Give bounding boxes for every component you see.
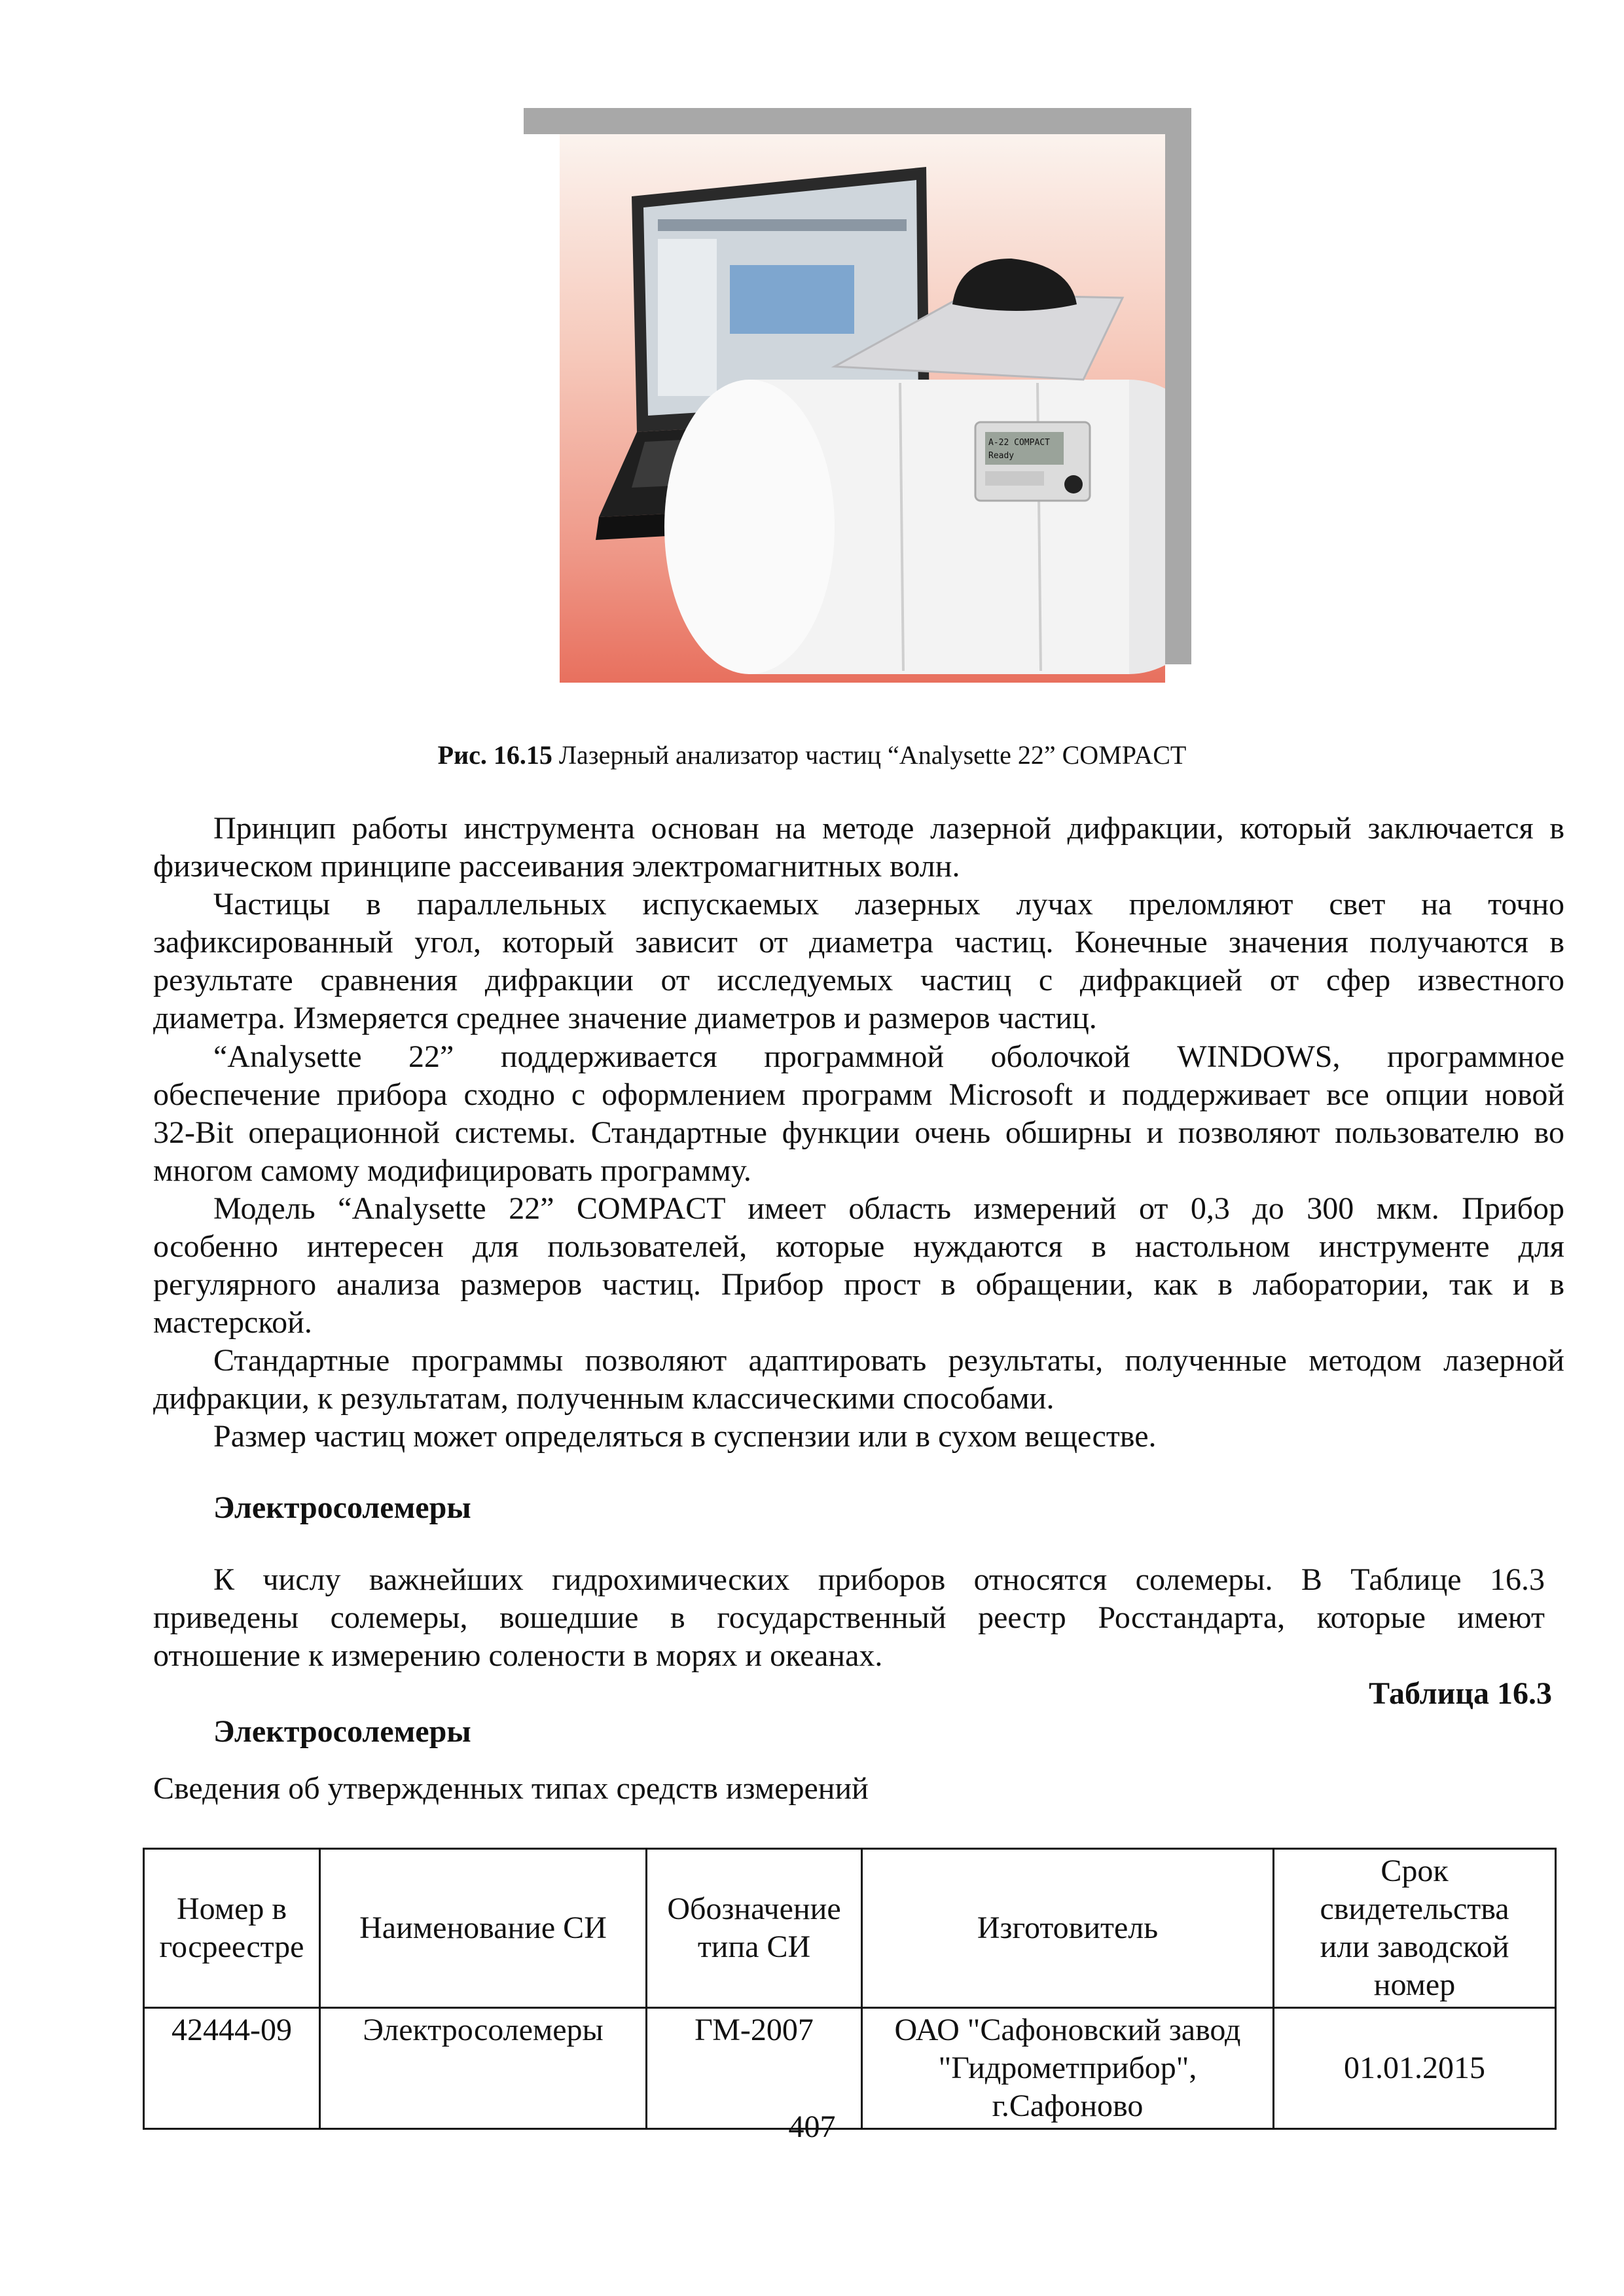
text-line: “Analysette 22” поддерживается программной оболочкой WINDOWS, программное: [213, 1039, 1564, 1074]
analyzer-photo: [560, 134, 1165, 683]
table-label: Таблица 16.3: [1369, 1676, 1552, 1711]
text-line: мастерской.: [153, 1305, 312, 1340]
text-line: Принцип работы инструмента основан на методе лазерной дифракции, который заключается в: [213, 811, 1564, 846]
cell-number: 42444-09: [144, 2008, 320, 2129]
text-line: 32-Bit операционной системы. Стандартные функции очень обширны и позволяют пользователю во: [153, 1115, 1564, 1150]
text-line: Частицы в параллельных испускаемых лазерных лучах преломляют свет на точно: [213, 887, 1564, 922]
text-line: Модель “Analysette 22” COMPACT имеет область измерений от 0,3 до 300 мкм. Прибор: [213, 1191, 1564, 1226]
text-line: многом самому модифицировать программу.: [153, 1153, 751, 1188]
text-line: физическом принципе рассеивания электромагнитных волн.: [153, 849, 960, 884]
section-heading: Электросолемеры: [213, 1490, 471, 1525]
text-line: особенно интересен для пользователей, которые нуждаются в настольном инструменте для: [153, 1229, 1564, 1264]
figure-caption-label: Рис. 16.15: [437, 740, 552, 770]
registry-table: [143, 1848, 1557, 2130]
paragraph-2: [153, 886, 1564, 1037]
paragraph-4: [153, 1190, 1564, 1342]
figure-frame-top: [524, 108, 1191, 134]
text-line: результате сравнения дифракции от исследуемых частиц с дифракцией от сфер известного: [153, 963, 1564, 997]
paragraph-7: [153, 1561, 1545, 1675]
header-cell-name: Наименование СИ: [320, 1849, 647, 2008]
cell-maker: ОАО "Сафоновский завод "Гидрометприбор", г.Сафоново: [862, 2008, 1274, 2129]
text-line: приведены солемеры, вошедшие в государственный реестр Росстандарта, которые имеют: [153, 1600, 1545, 1635]
text-line: зафиксированный угол, который зависит от диаметра частиц. Конечные значения получаются в: [153, 925, 1564, 960]
text-line: Размер частиц может определяться в суспензии или в сухом веществе.: [213, 1419, 1157, 1454]
device-display-line1: A-22 COMPACT: [988, 438, 1050, 448]
paragraph-1: [153, 810, 1564, 886]
cell-term: 01.01.2015: [1274, 2008, 1556, 2129]
figure-frame-side: [1165, 108, 1191, 664]
text-line: отношение к измерению солености в морях и океанах.: [153, 1638, 883, 1673]
cell-type: ГМ-2007: [647, 2008, 862, 2129]
device-display-line2: Ready: [988, 451, 1015, 461]
text-line: диаметра. Измеряется среднее значение диаметров и размеров частиц.: [153, 1001, 1097, 1035]
text-line: К числу важнейших гидрохимических приборов относятся солемеры. В Таблице 16.3: [213, 1562, 1545, 1597]
text-line: обеспечение прибора сходно с оформлением программ Microsoft и поддерживает все опции новой: [153, 1077, 1564, 1112]
paragraph-3: [153, 1038, 1564, 1190]
figure-caption: [0, 740, 1624, 770]
text-line: регулярного анализа размеров частиц. Прибор прост в обращении, как в лаборатории, так и в: [153, 1267, 1564, 1302]
header-cell-maker: Изготовитель: [862, 1849, 1274, 2008]
table-header-row: [144, 1849, 1556, 2008]
cell-name: Электросолемеры: [320, 2008, 647, 2129]
page-number: 407: [788, 2109, 836, 2144]
figure: [524, 108, 1191, 683]
header-cell-type: Обозначение типа СИ: [647, 1849, 862, 2008]
table-heading: Электросолемеры: [213, 1714, 471, 1749]
paragraph-6: [153, 1418, 1564, 1456]
text-line: Стандартные программы позволяют адаптировать результаты, полученные методом лазерной: [213, 1343, 1564, 1378]
figure-caption-text: Лазерный анализатор частиц “Analysette 22” COMPACT: [558, 740, 1187, 770]
paragraph-5: [153, 1342, 1564, 1418]
header-cell-number: Номер в госреестре: [144, 1849, 320, 2008]
analyzer-illustration: [560, 134, 1165, 683]
header-cell-term: Срок свидетельства или заводской номер: [1274, 1849, 1556, 2008]
text-line: дифракции, к результатам, полученным классическими способами.: [153, 1381, 1055, 1416]
table-subtitle: Сведения об утвержденных типах средств измерений: [153, 1771, 869, 1806]
